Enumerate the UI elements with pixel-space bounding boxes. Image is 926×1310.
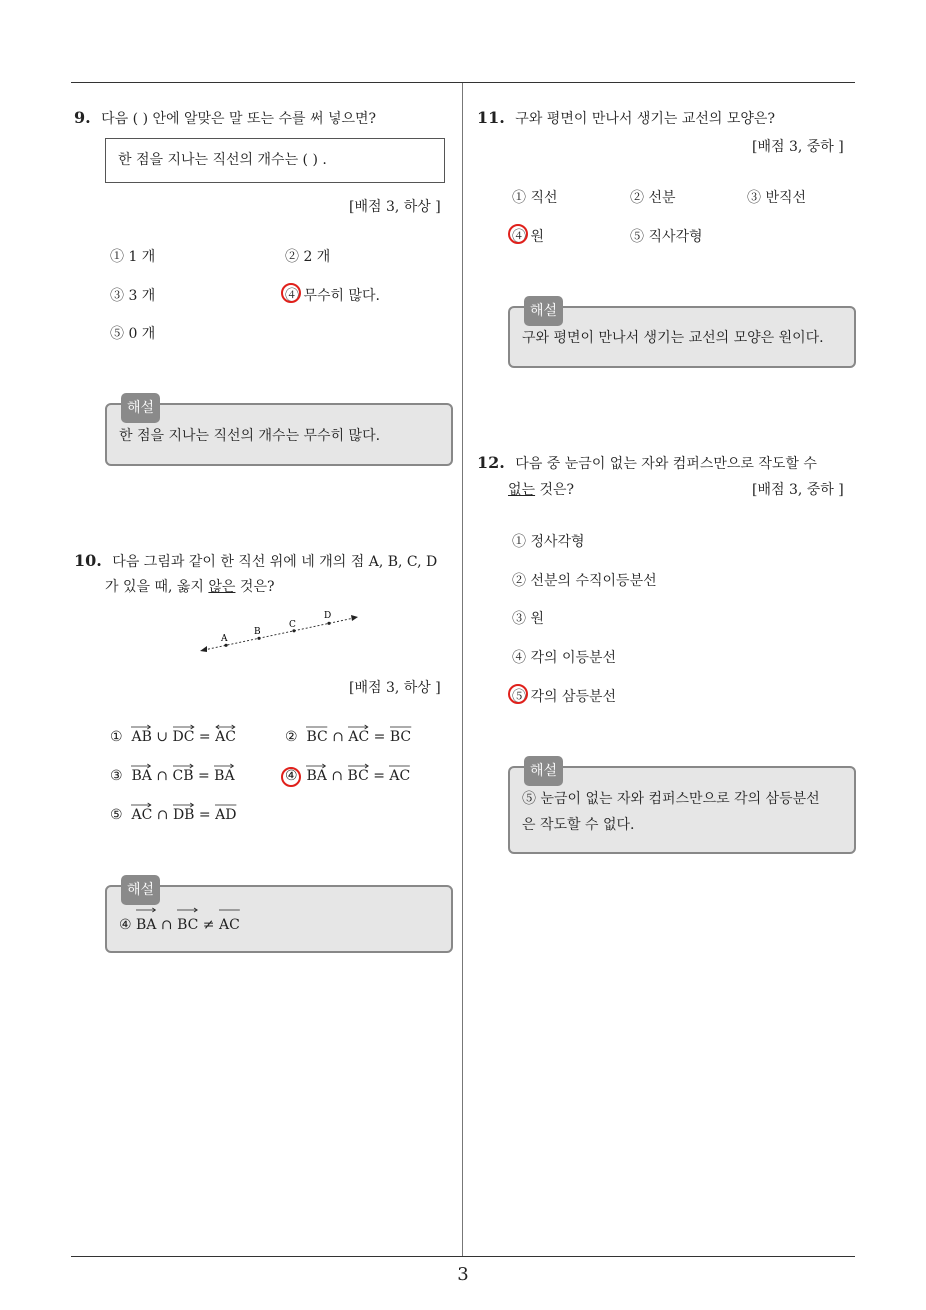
q10-sol-a: BA (136, 917, 157, 933)
q10-opt2-num: ② (285, 729, 298, 745)
q10-solution-tag: 해설 (121, 875, 160, 905)
ray-ac (348, 724, 369, 745)
q9-option-4[interactable]: ④ 무수히 많다. (285, 288, 380, 304)
page-number: 3 (457, 1264, 469, 1285)
point-d (327, 622, 330, 625)
q11-text: 구와 평면이 만나서 생기는 교선의 모양은? (515, 111, 775, 127)
q12-question-line2 (508, 479, 574, 499)
q10-opt2-c: BC (389, 729, 412, 745)
q11-score: [배점 3, 중하 ] (752, 139, 844, 155)
ray-ac-2 (131, 802, 152, 823)
point-a-label: A (221, 634, 228, 644)
q12-option-3[interactable]: ③ 원 (512, 611, 544, 627)
ray-ab (131, 724, 151, 745)
q9-question (74, 108, 376, 128)
point-b-label: B (254, 627, 261, 637)
q11-solution-tag: 해설 (524, 296, 563, 326)
sol-segment-ac (219, 907, 240, 938)
q10-opt2-eq: = (373, 729, 386, 745)
q12-number: 12. (477, 453, 505, 472)
q12-option-1[interactable]: ① 정사각형 (512, 534, 585, 550)
point-a (224, 644, 227, 647)
q11-question (477, 108, 775, 128)
q10-text-2-underlined: 않은 (208, 579, 236, 595)
q11-solution-box (508, 303, 856, 368)
top-rule (71, 82, 855, 83)
q9-option-1[interactable]: ① 1 개 (110, 249, 156, 265)
q10-opt5-b: DB (172, 807, 195, 823)
q10-sol-num: ④ (119, 917, 132, 933)
q10-opt1-a: AB (131, 729, 152, 745)
q10-opt1-op: ∪ (156, 729, 169, 745)
q10-sol-b: BC (177, 917, 199, 933)
q12-text-2b: 것은? (535, 482, 575, 498)
q10-score: [배점 3, 하상 ] (349, 680, 441, 696)
q10-answer-circle (281, 767, 301, 787)
q10-option-5[interactable] (110, 802, 236, 823)
q10-opt5-eq: = (198, 807, 211, 823)
q10-opt1-num: ① (110, 729, 123, 745)
q9-score: [배점 3, 하상 ] (349, 199, 441, 215)
q10-opt3-c: BA (214, 768, 235, 784)
q10-option-3[interactable] (110, 763, 235, 784)
q11-option-2[interactable]: ② 선분 (630, 190, 676, 206)
q10-opt4-b: BC (347, 768, 369, 784)
q10-text-2b: 것은? (235, 579, 275, 595)
q9-answer-circle (281, 283, 301, 303)
ray-ba-2 (214, 763, 234, 784)
q12-answer-circle (508, 684, 528, 704)
segment-bc-2 (390, 724, 411, 745)
q9-fill-box (105, 138, 445, 183)
column-divider (462, 83, 463, 1256)
q9-option-3[interactable]: ③ 3 개 (110, 288, 156, 304)
q10-opt5-a: AC (131, 807, 153, 823)
q11-number: 11. (477, 108, 505, 127)
q10-text-1: 다음 그림과 같이 한 직선 위에 네 개의 점 A, B, C, D (112, 554, 438, 570)
q9-text: 다음 ( ) 안에 알맞은 말 또는 수를 써 넣으면? (101, 111, 377, 127)
q11-option-5[interactable]: ⑤ 직사각형 (630, 229, 703, 245)
q10-option-1[interactable] (110, 724, 236, 745)
q12-solution-line2: 은 작도할 수 없다. (522, 817, 635, 833)
q10-opt3-a: BA (131, 768, 152, 784)
q9-solution-text: 한 점을 지나는 직선의 개수는 무수히 많다. (119, 428, 381, 444)
q10-sol-c: AC (218, 917, 240, 933)
q10-opt1-eq: = (198, 729, 211, 745)
q12-option-5[interactable]: ⑤ 각의 삼등분선 (512, 689, 617, 705)
q10-opt3-b: CB (172, 768, 194, 784)
q9-number: 9. (74, 108, 91, 127)
q11-option-4[interactable]: ④ 원 (512, 229, 544, 245)
q10-option-2[interactable] (285, 724, 411, 745)
q10-sol-neq: ≠ (202, 917, 215, 933)
q10-question-line2 (105, 576, 274, 596)
q12-text-1: 다음 중 눈금이 없는 자와 컴퍼스만으로 작도할 수 (515, 456, 817, 472)
q10-text-2a: 가 있을 때, 옳지 (105, 579, 209, 595)
q10-opt4-op: ∩ (331, 768, 344, 784)
segment-ac (389, 763, 410, 784)
point-b (257, 637, 260, 640)
q10-number: 10. (74, 551, 102, 570)
point-c-label: C (289, 620, 296, 630)
q10-opt3-eq: = (197, 768, 210, 784)
q10-opt2-a: BC (306, 729, 328, 745)
q10-solution-box (105, 882, 453, 953)
q12-option-2[interactable]: ② 선분의 수직이등분선 (512, 573, 657, 589)
segment-ad (215, 802, 236, 823)
line-ac (215, 724, 236, 745)
ray-bc (348, 763, 369, 784)
q10-opt4-num: ④ (285, 768, 298, 784)
q12-solution-box (508, 763, 856, 854)
q10-opt3-num: ③ (110, 768, 123, 784)
q10-opt5-num: ⑤ (110, 807, 123, 823)
ray-ba (131, 763, 151, 784)
q10-question-line1 (74, 551, 437, 571)
q10-opt1-b: DC (172, 729, 195, 745)
q10-opt4-c: AC (389, 768, 411, 784)
q10-opt5-c: AD (215, 807, 237, 823)
q10-opt1-c: AC (215, 729, 236, 745)
point-d-label: D (324, 611, 332, 621)
q10-opt4-eq: = (373, 768, 385, 784)
bottom-rule (71, 1256, 855, 1257)
q12-score: [배점 3, 중하 ] (752, 482, 844, 498)
q11-option-1[interactable]: ① 직선 (512, 190, 558, 206)
sol-ray-ba (136, 907, 156, 938)
q9-option-2[interactable]: ② 2 개 (285, 249, 331, 265)
q10-option-4[interactable] (285, 763, 410, 784)
q10-opt3-op: ∩ (156, 768, 169, 784)
sol-ray-bc (177, 907, 198, 938)
q11-solution-text: 구와 평면이 만나서 생기는 교선의 모양은 원이다. (522, 330, 824, 346)
q10-line-figure (196, 604, 361, 654)
q9-box-text: 한 점을 지나는 직선의 개수는 ( ) . (118, 152, 327, 168)
q12-option-4[interactable]: ④ 각의 이등분선 (512, 650, 617, 666)
q12-solution-tag: 해설 (524, 756, 563, 786)
segment-bc (306, 724, 327, 745)
q10-opt2-op: ∩ (332, 729, 344, 745)
ray-ba-3 (306, 763, 326, 784)
q9-solution-tag: 해설 (121, 393, 160, 423)
q10-opt5-op: ∩ (156, 807, 169, 823)
ray-cb (173, 763, 194, 784)
q10-sol-op: ∩ (160, 917, 173, 933)
q12-text-2-underlined: 없는 (508, 482, 536, 498)
q12-question-line1 (477, 453, 817, 473)
ray-dc (173, 724, 195, 745)
ray-db (173, 802, 195, 823)
q12-solution-line1: ⑤ 눈금이 없는 자와 컴퍼스만으로 각의 삼등분선 (522, 791, 820, 807)
q11-option-3[interactable]: ③ 반직선 (747, 190, 807, 206)
q9-option-5[interactable]: ⑤ 0 개 (110, 326, 156, 342)
q11-answer-circle (508, 224, 528, 244)
q10-opt2-b: AC (348, 729, 370, 745)
q9-solution-box (105, 400, 453, 466)
q10-opt4-a: BA (306, 768, 327, 784)
